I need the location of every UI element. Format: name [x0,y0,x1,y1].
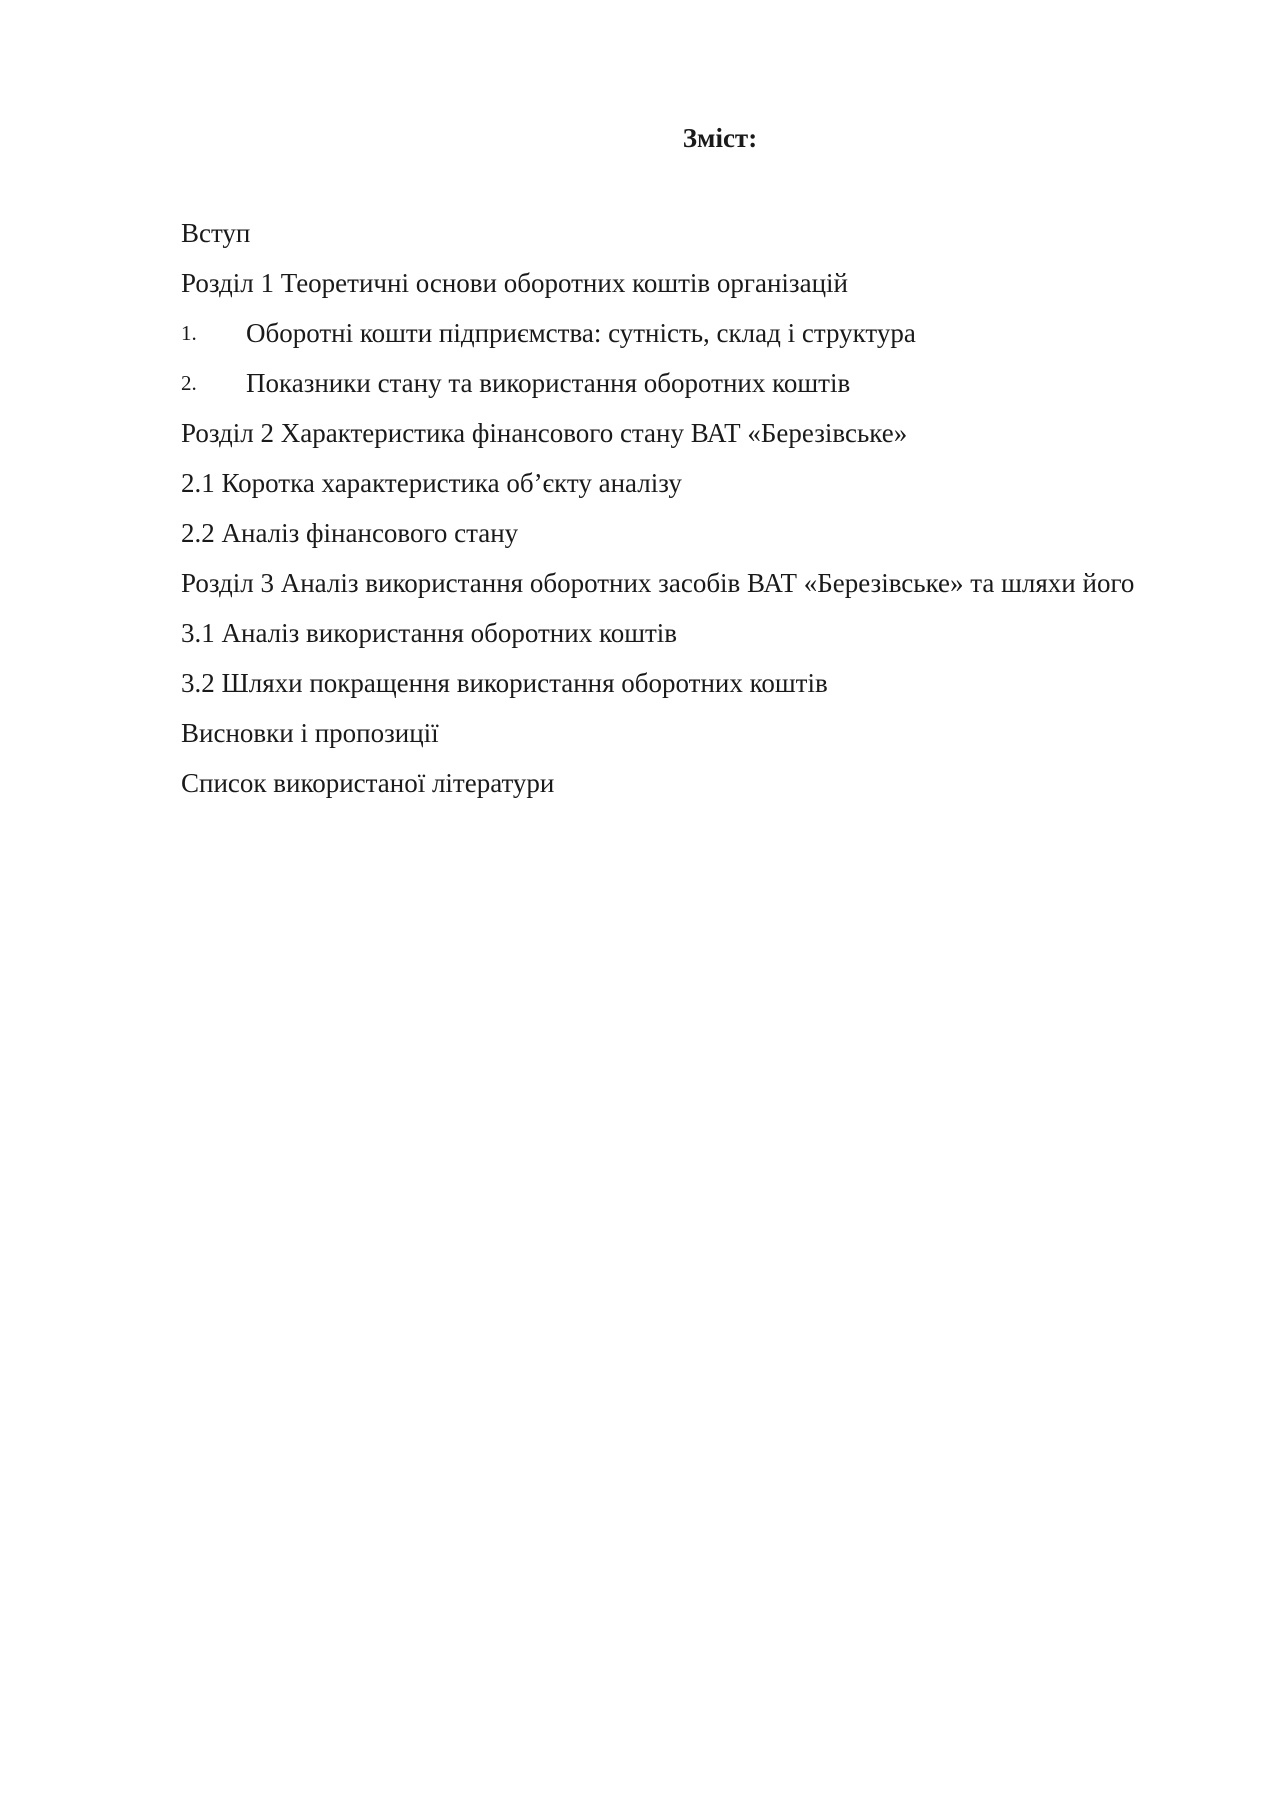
toc-item-text: Розділ 3 Аналіз використання оборотних засобів ВАТ «Березівське» та шляхи його [181,568,1135,598]
toc-item-number: 1. [181,321,197,345]
toc-item-section-3 [181,558,1191,608]
toc-item-conclusions [181,708,1191,758]
toc-item-text: Оборотні кошти підприємства: сутність, склад і структура [246,318,916,348]
toc-item-section-2 [181,408,1191,458]
toc-list [181,208,1191,808]
toc-item-text: 2.2 Аналіз фінансового стану [181,518,519,548]
toc-item-subsection-1-1 [181,308,1191,358]
toc-item-text: Список використаної літератури [181,768,555,798]
toc-item-text: Розділ 1 Теоретичні основи оборотних коштів організацій [181,268,848,298]
toc-item-text: Вступ [181,218,251,248]
toc-item-subsection-1-2 [181,358,1191,408]
toc-item-subsection-3-2 [181,658,1191,708]
toc-item-number: 2. [181,371,197,395]
toc-item-subsection-2-2 [181,508,1191,558]
toc-item-subsection-2-1 [181,458,1191,508]
toc-item-text: 2.1 Коротка характеристика об’єкту аналізу [181,468,682,498]
toc-item-section-1 [181,258,1191,308]
toc-item-text: Висновки і пропозиції [181,718,439,748]
toc-item-text: 3.2 Шляхи покращення використання оборотних коштів [181,668,828,698]
toc-item-subsection-3-1 [181,608,1191,658]
toc-item-text: 3.1 Аналіз використання оборотних коштів [181,618,678,648]
toc-title: Зміст: [682,123,758,153]
toc-item-references [181,758,1191,808]
toc-item-intro [181,208,1191,258]
toc-item-text: Розділ 2 Характеристика фінансового стану ВАТ «Березівське» [181,418,908,448]
toc-item-text: Показники стану та використання оборотних коштів [246,368,851,398]
